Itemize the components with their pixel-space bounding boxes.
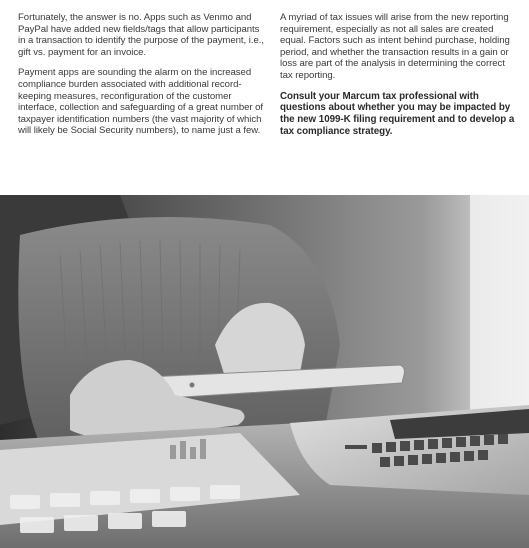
photo-hands-tablet-laptop — [0, 195, 529, 548]
paragraph-tax-issues: A myriad of tax issues will arise from the new reporting requirement, especially as not all sales are created equal. Factors such as intent behind purchase, holding period, and whether the transaction results in a gain or loss are part of the analysis in determining the correct tax reporting. — [280, 12, 510, 81]
paragraph-payment-apps-alarm: Payment apps are sounding the alarm on the increased compliance burden associated with additional record-keeping measures, reconfiguration of the customer interface, collection and safeguarding of a great number of taxpayer identification numbers (the vast majority of which will likely be Social Security numbers), to name just a few. — [18, 67, 264, 137]
right-text-column — [280, 12, 518, 147]
callout-consult-professional: Consult your Marcum tax professional with questions about whether you may be impacted by the new 1099-K filing requirement and to develop a tax compliance strategy. — [280, 90, 515, 137]
left-text-column — [18, 12, 266, 146]
paragraph-apps-answer: Fortunately, the answer is no. Apps such as Venmo and PayPal have added new fields/tags that allow participants in a transaction to identify the purpose of the payment, i.e., gift vs. payment for an invoice. — [18, 12, 264, 58]
